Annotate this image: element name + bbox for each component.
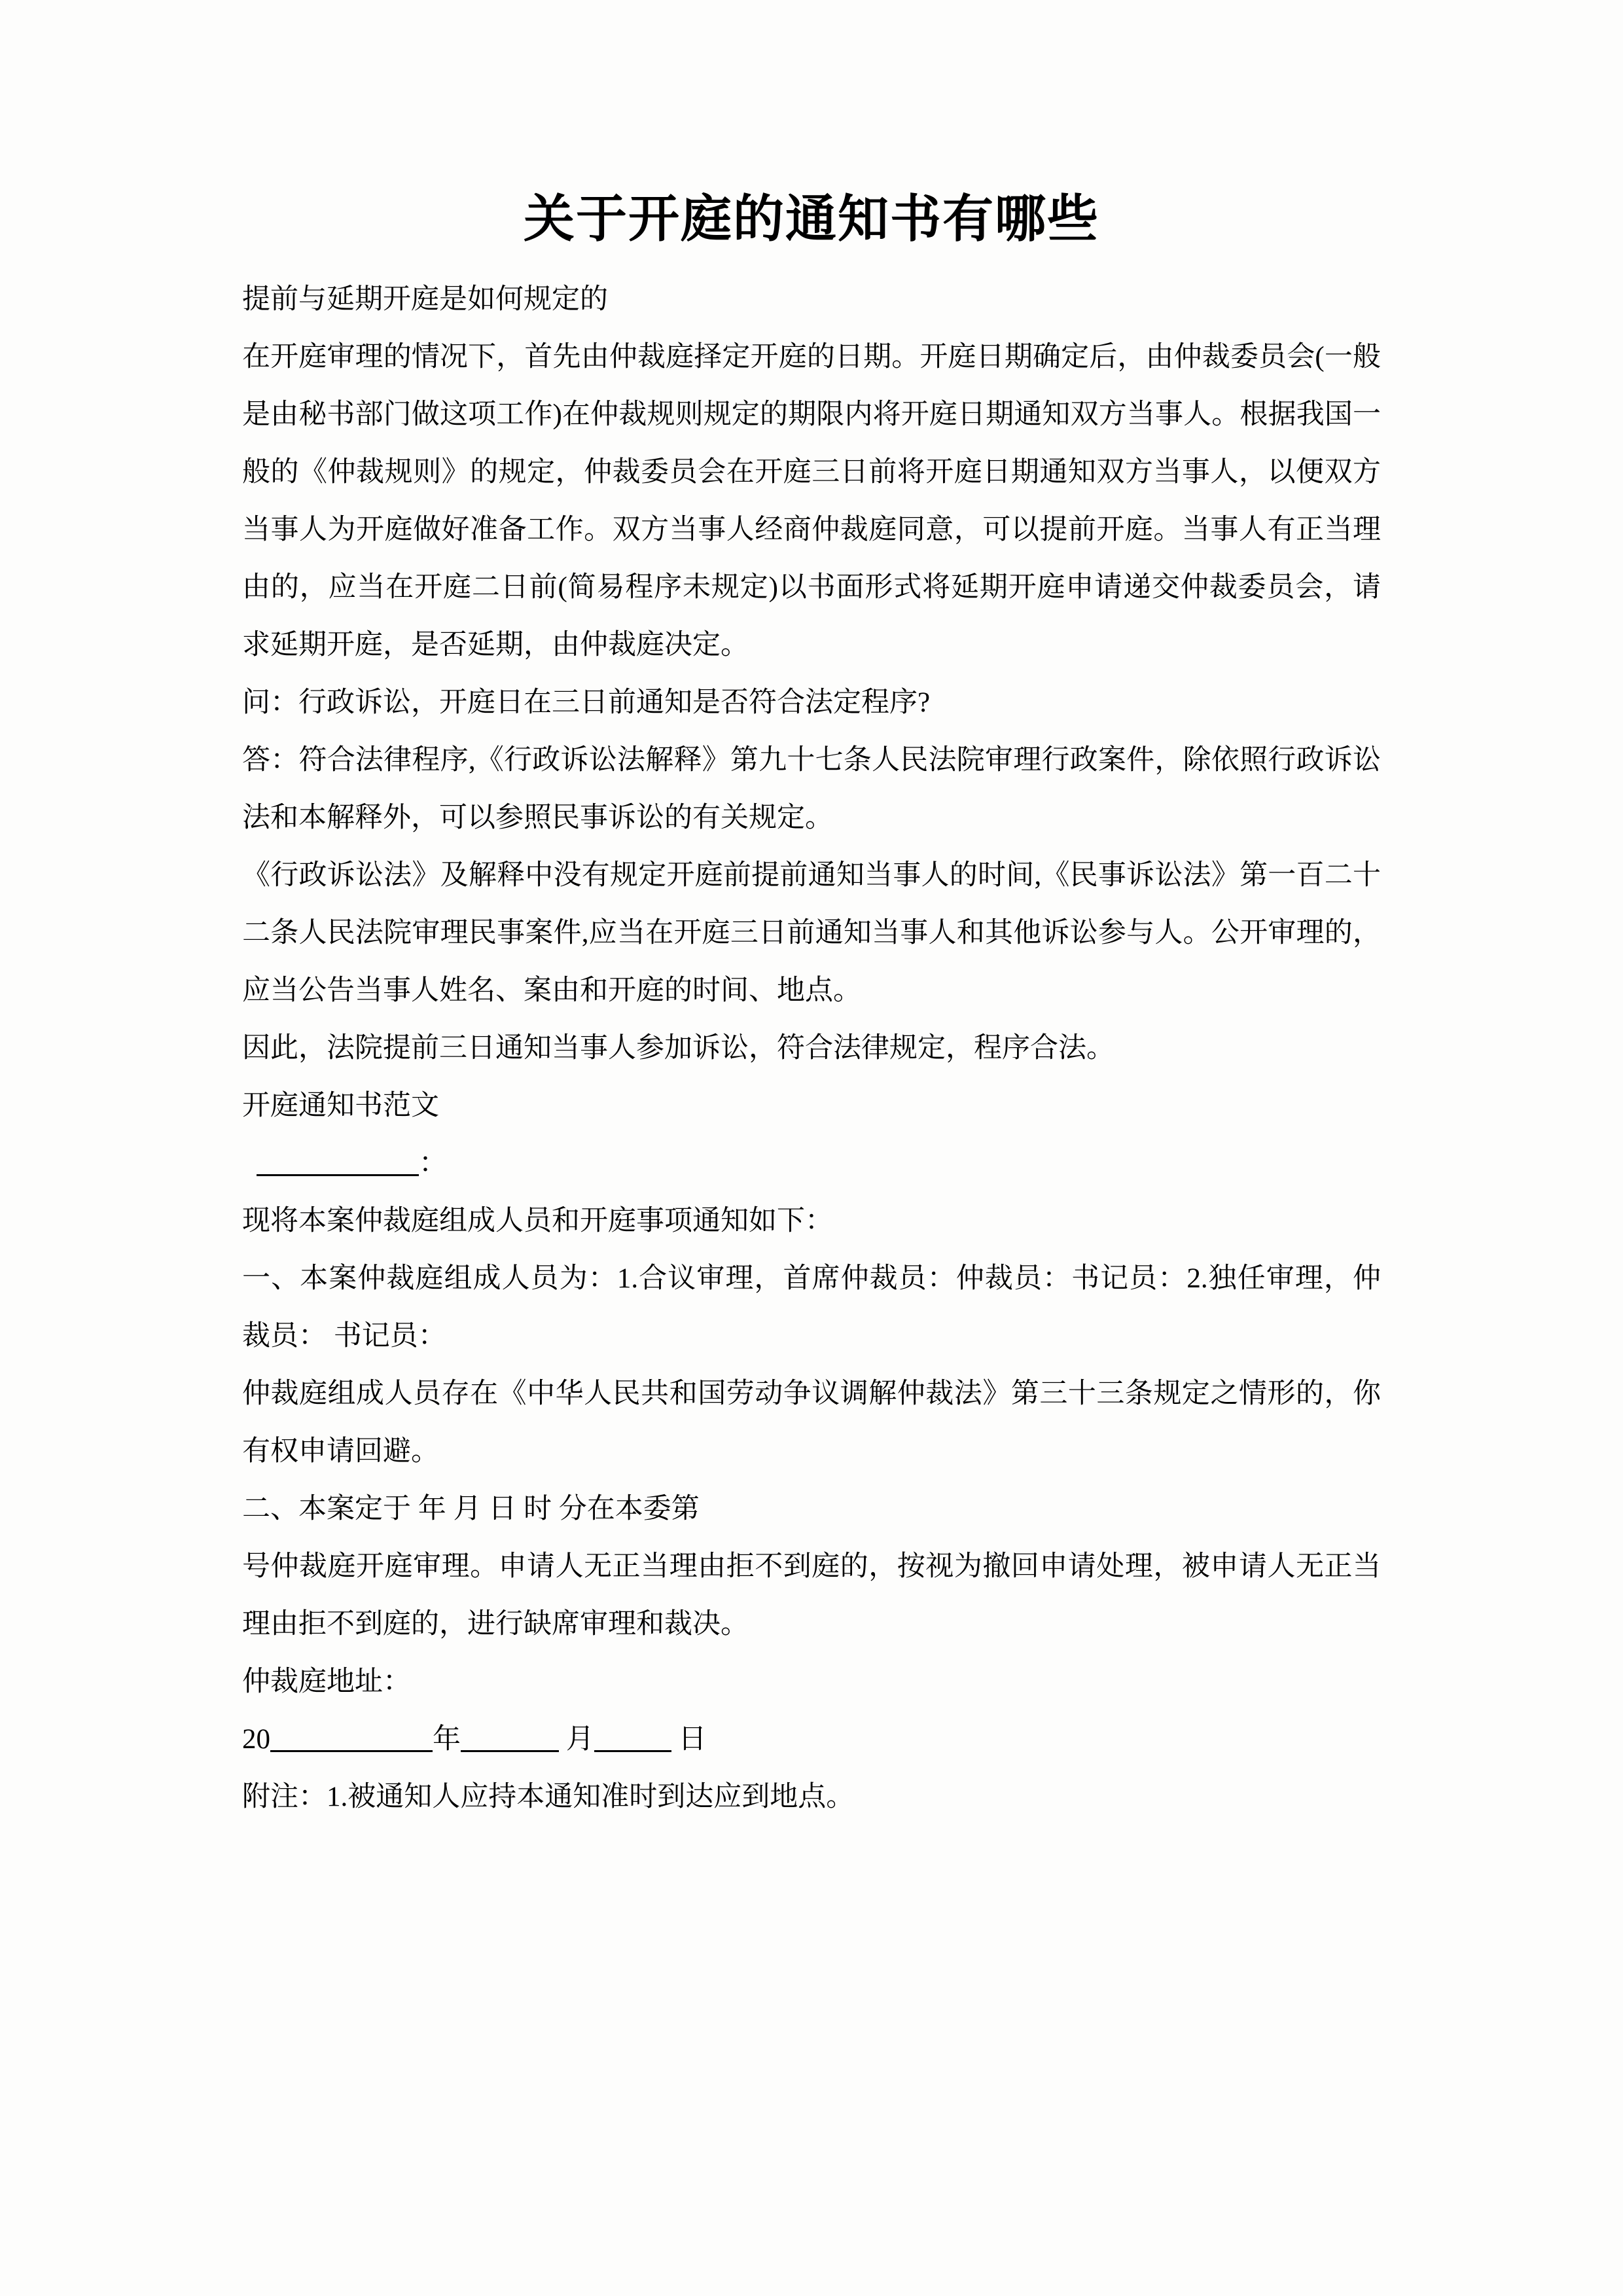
subheading-sample-notice: 开庭通知书范文 bbox=[242, 1090, 439, 1121]
paragraph-notice-intro: 现将本案仲裁庭组成人员和开庭事项通知如下： bbox=[242, 1205, 833, 1236]
list-item-two-hearing-time: 二、本案定于 年 月 日 时 分在本委第 bbox=[242, 1493, 700, 1524]
addressee-blank-line bbox=[242, 1135, 1381, 1193]
paragraph-recusal-right: 仲裁庭组成人员存在《中华人民共和国劳动争议调解仲裁法》第三十三条规定之情形的，你有权申请回避。 bbox=[242, 1378, 1381, 1467]
date-prefix: 20 bbox=[242, 1723, 270, 1755]
paragraph-absence-rules: 号仲裁庭开庭审理。申请人无正当理由拒不到庭的，按视为撤回申请处理，被申请人无正当理由拒不到庭的，进行缺席审理和裁决。 bbox=[242, 1551, 1381, 1640]
paragraph-civil-procedure-law: 《行政诉讼法》及解释中没有规定开庭前提前通知当事人的时间,《民事诉讼法》第一百二十二条人民法院审理民事案件,应当在开庭三日前通知当事人和其他诉讼参与人。公开审理的，应当公告当事人姓名、案由和开庭的时间、地点。 bbox=[242, 859, 1381, 1006]
month-underline bbox=[461, 1750, 559, 1752]
paragraph-question-admin-litigation: 问：行政诉讼，开庭日在三日前通知是否符合法定程序? bbox=[242, 687, 931, 718]
year-label: 年 bbox=[433, 1723, 461, 1755]
addressee-colon: ： bbox=[419, 1147, 447, 1179]
date-blank-line bbox=[242, 1711, 1381, 1768]
year-underline bbox=[270, 1750, 433, 1752]
list-item-one-panel-members: 一、本案仲裁庭组成人员为：1.合议审理，首席仲裁员：仲裁员：书记员：2.独任审理，仲裁员： 书记员： bbox=[242, 1263, 1381, 1352]
month-label: 月 bbox=[559, 1723, 594, 1755]
day-label: 日 bbox=[671, 1723, 707, 1755]
paragraph-answer-admin-litigation: 答：符合法律程序,《行政诉讼法解释》第九十七条人民法院审理行政案件，除依照行政诉讼法和本解释外，可以参照民事诉讼的有关规定。 bbox=[242, 744, 1381, 833]
page-title: 关于开庭的通知书有哪些 bbox=[523, 190, 1099, 247]
document-content bbox=[242, 0, 1381, 1826]
day-underline bbox=[594, 1750, 671, 1752]
subheading-advance-postpone: 提前与延期开庭是如何规定的 bbox=[242, 283, 608, 315]
addressee-underline bbox=[257, 1174, 419, 1176]
paragraph-footnote: 附注：1.被通知人应持本通知准时到达应到地点。 bbox=[242, 1781, 855, 1812]
paragraph-tribunal-address: 仲裁庭地址： bbox=[242, 1666, 411, 1697]
paragraph-arbitration-schedule: 在开庭审理的情况下，首先由仲裁庭择定开庭的日期。开庭日期确定后，由仲裁委员会(一般是由秘书部门做这项工作)在仲裁规则规定的期限内将开庭日期通知双方当事人。根据我国一般的《仲裁规则》的规定，仲裁委员会在开庭三日前将开庭日期通知双方当事人，以便双方当事人为开庭做好准备工作。双方当事人经商仲裁庭同意，可以提前开庭。当事人有正当理由的，应当在开庭二日前(简易程序未规定)以书面形式将延期开庭申请递交仲裁委员会，请求延期开庭，是否延期，由仲裁庭决定。 bbox=[242, 341, 1381, 660]
paragraph-conclusion: 因此，法院提前三日通知当事人参加诉讼，符合法律规定，程序合法。 bbox=[242, 1032, 1115, 1064]
